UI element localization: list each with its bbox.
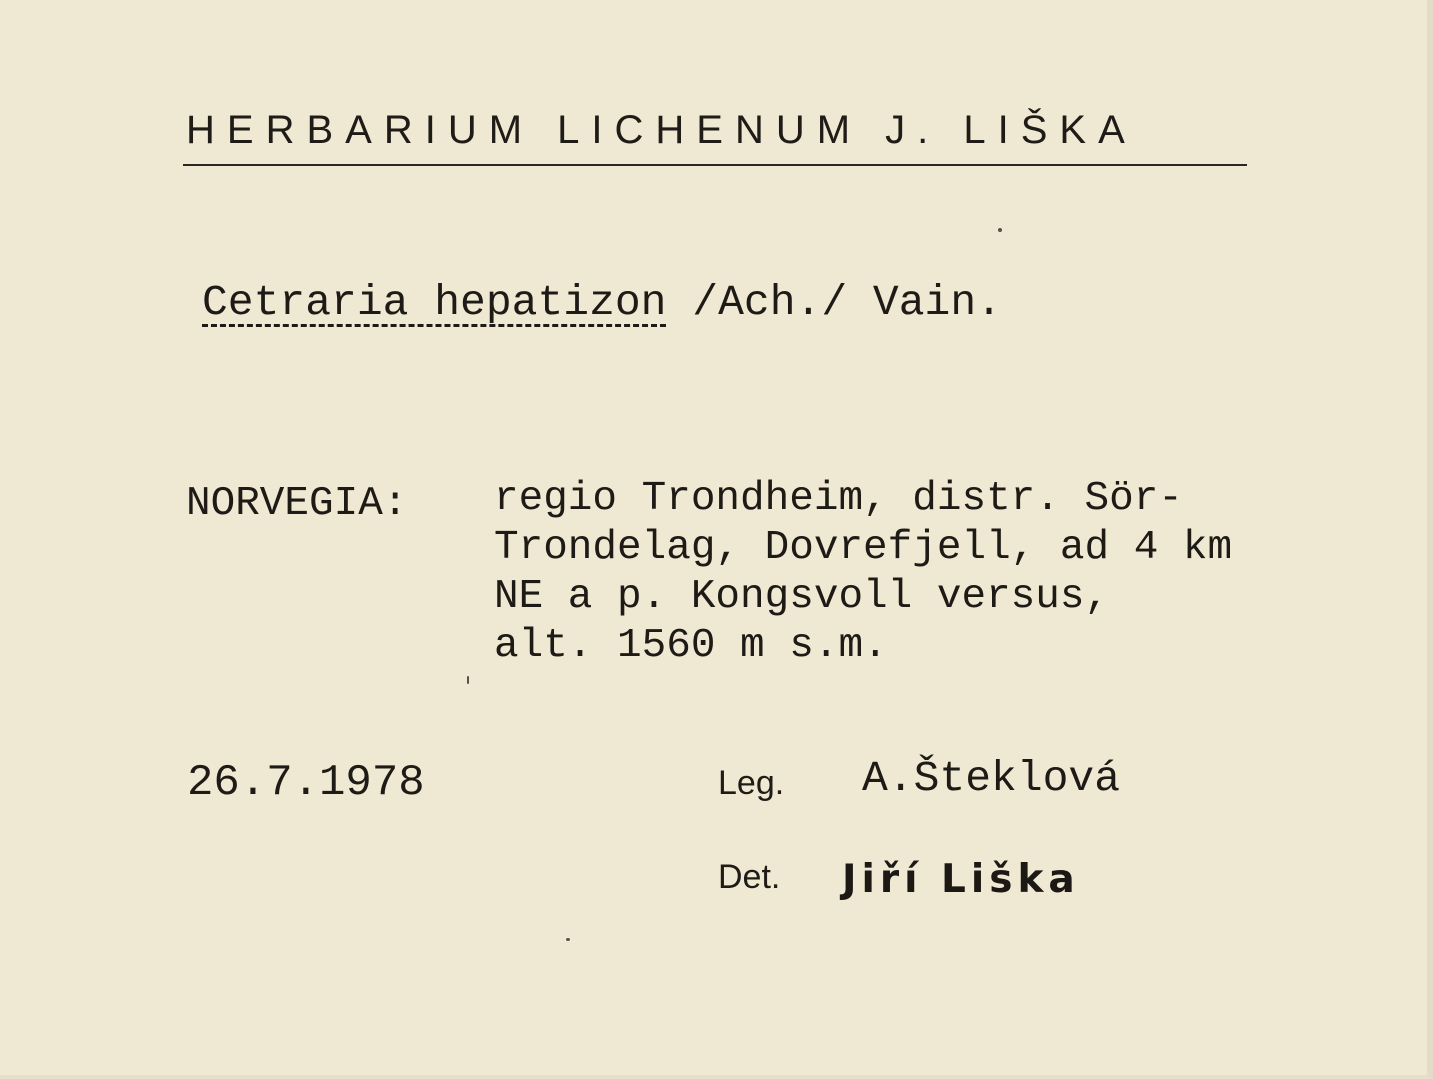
paper-speck bbox=[566, 938, 570, 941]
header-rule bbox=[183, 164, 1247, 166]
locality-block bbox=[494, 475, 1232, 671]
locality-line: Trondelag, Dovrefjell, ad 4 km bbox=[494, 525, 1233, 571]
determiner-name: Jiří Liška bbox=[842, 857, 1080, 902]
locality-line: regio Trondheim, distr. Sör- bbox=[494, 476, 1183, 522]
locality-line: NE a p. Kongsvoll versus, bbox=[494, 574, 1110, 620]
collector-name: A.Šteklová bbox=[862, 754, 1121, 803]
locality-line: alt. 1560 m s.m. bbox=[494, 623, 888, 669]
country-label: NORVEGIA: bbox=[186, 481, 408, 527]
paper-speck bbox=[998, 228, 1002, 232]
collection-date: 26.7.1978 bbox=[187, 758, 425, 808]
taxon-line bbox=[202, 278, 1002, 327]
paper-speck bbox=[467, 676, 469, 684]
taxon-authority: /Ach./ Vain. bbox=[692, 278, 1002, 327]
leg-label: Leg. bbox=[718, 764, 785, 802]
taxon-name: Cetraria hepatizon bbox=[202, 278, 667, 327]
det-label: Det. bbox=[718, 858, 781, 896]
herbarium-header: HERBARIUM LICHENUM J. LIŠKA bbox=[186, 108, 1137, 152]
